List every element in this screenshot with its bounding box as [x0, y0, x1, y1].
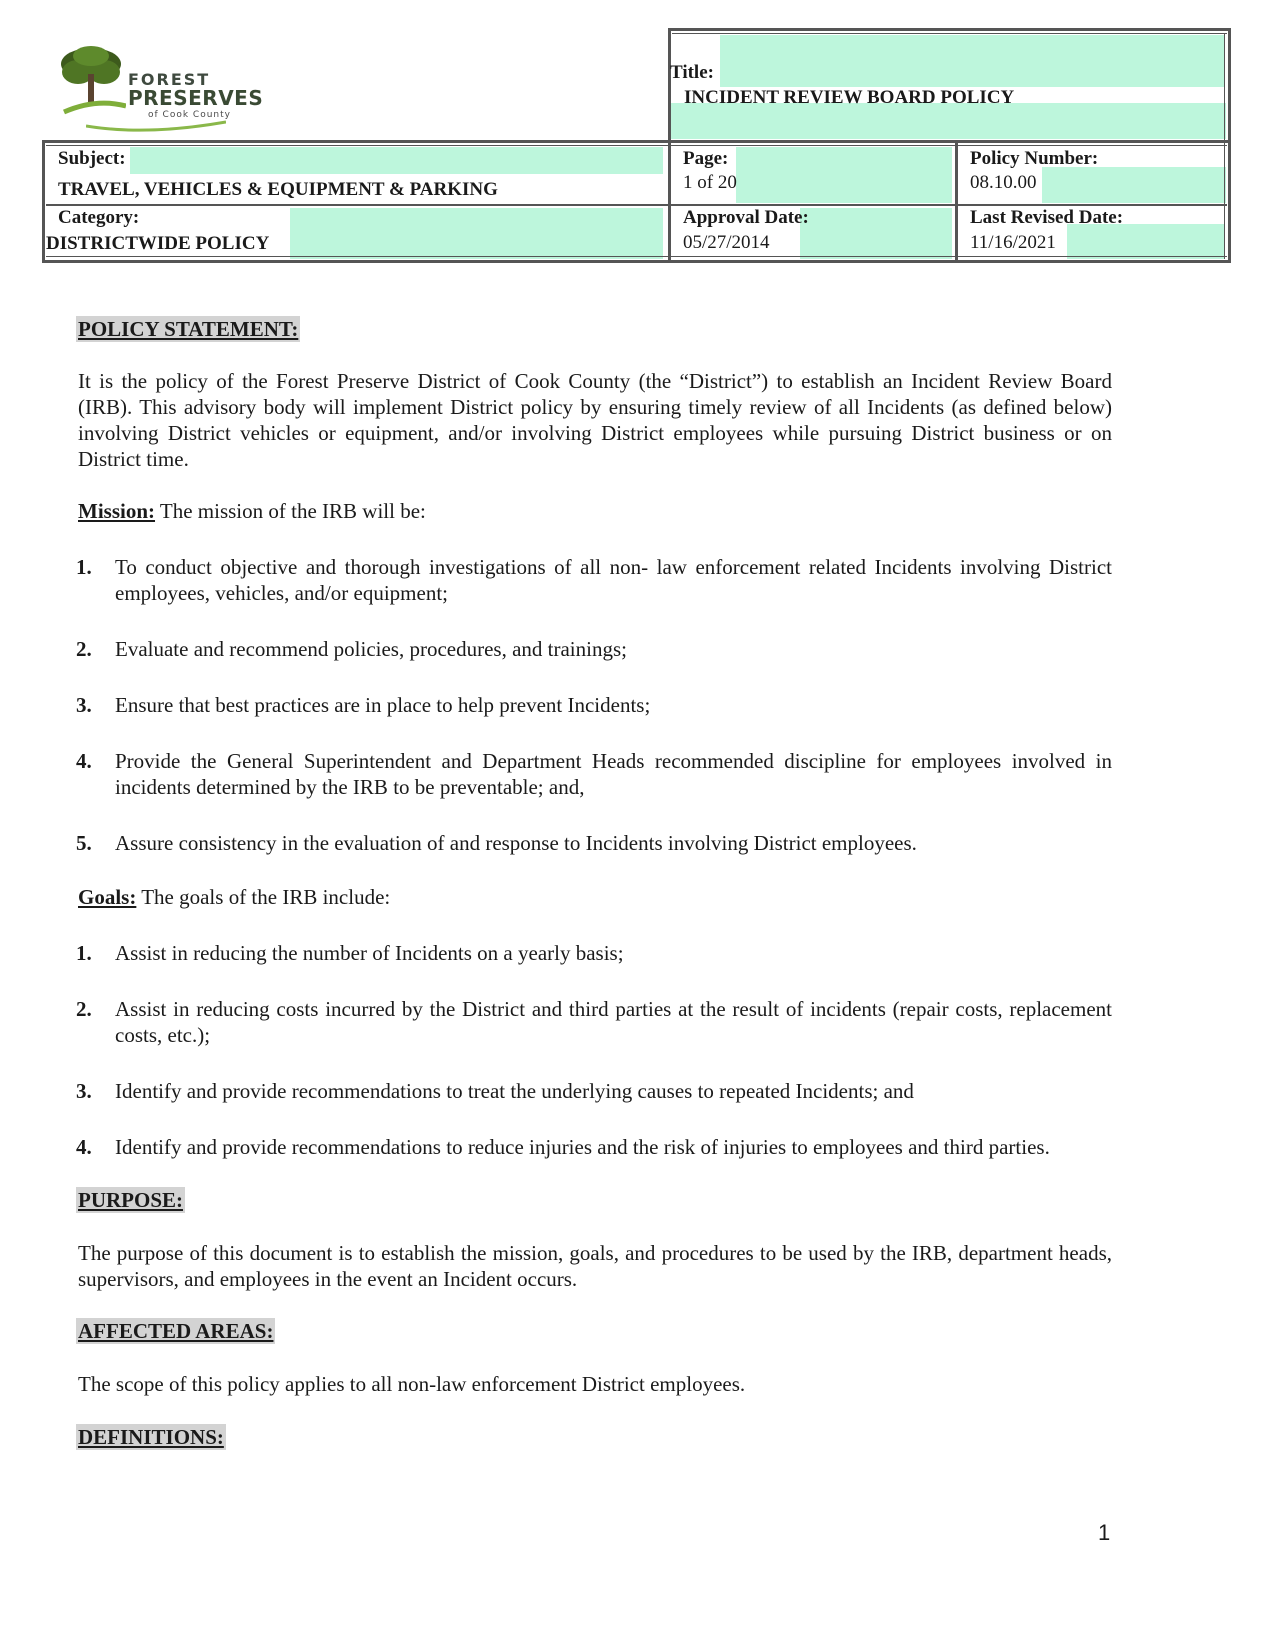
- mission-intro: [78, 498, 1112, 524]
- tree-icon: [56, 42, 126, 122]
- mission-item-1: To conduct objective and thorough investigations of all non- law enforcement related Incidents involving District employees, vehicles, and/or equipment;: [115, 555, 1112, 605]
- page-label: Page:: [683, 148, 729, 169]
- mission-intro-text: The mission of the IRB will be:: [155, 499, 426, 523]
- mission-item-2: Evaluate and recommend policies, procedures, and trainings;: [115, 637, 627, 661]
- policy-number-label: Policy Number:: [970, 148, 1099, 169]
- forest-preserves-logo: [56, 42, 264, 134]
- goals-lead: Goals:: [78, 885, 137, 909]
- goals-intro-text: The goals of the IRB include:: [136, 885, 391, 909]
- logo-line3: of Cook County: [148, 110, 231, 120]
- goals-item-2: Assist in reducing costs incurred by the District and third parties at the result of incidents (repair costs, replacement costs, etc.);: [115, 997, 1112, 1047]
- policy-statement-text: It is the policy of the Forest Preserve District of Cook County (the “District”) to establish an Incident Review Board (IRB). This advisory body will implement District policy by ensuring timely review of all Incidents (as defined below) involving District vehicles or equipment, and/or involving District employees while pursuing District business or on District time.: [78, 369, 1112, 471]
- title-value: INCIDENT REVIEW BOARD POLICY: [684, 87, 1015, 107]
- logo-swoosh-icon: [86, 118, 226, 134]
- title-highlight-2: [670, 103, 1226, 139]
- goals-item-4: Identify and provide recommendations to reduce injuries and the risk of injuries to employees and third parties.: [115, 1135, 1050, 1159]
- goals-item-1: Assist in reducing the number of Incidents on a yearly basis;: [115, 941, 624, 965]
- approval-date-value: 05/27/2014: [683, 232, 770, 253]
- mission-item-3-number: 3.: [76, 693, 92, 717]
- goals-item-3: Identify and provide recommendations to treat the underlying causes to repeated Incidents; and: [115, 1079, 914, 1103]
- subject-value: TRAVEL, VEHICLES & EQUIPMENT & PARKING: [58, 179, 498, 200]
- logo-line2: PRESERVES: [128, 86, 264, 110]
- title-label: Title:: [670, 62, 714, 83]
- mission-item-2-number: 2.: [76, 637, 92, 661]
- mission-item-5: Assure consistency in the evaluation of and response to Incidents involving District employees.: [115, 831, 917, 855]
- definitions-heading: DEFINITIONS:: [78, 1425, 224, 1449]
- policy-number-highlight: [1042, 167, 1226, 203]
- goals-item-2-number: 2.: [76, 997, 92, 1021]
- goals-item-4-number: 4.: [76, 1135, 92, 1159]
- page-number: 1: [1098, 1520, 1111, 1545]
- revised-highlight: [1067, 224, 1225, 259]
- mission-item-1-number: 1.: [76, 555, 92, 579]
- last-revised-value: 11/16/2021: [970, 232, 1056, 253]
- mission-item-4-number: 4.: [76, 749, 92, 773]
- policy-number-value: 08.10.00: [970, 172, 1037, 193]
- page-highlight: [736, 147, 952, 203]
- category-label: Category:: [58, 207, 140, 228]
- category-highlight: [290, 208, 663, 259]
- goals-item-3-number: 3.: [76, 1079, 92, 1103]
- affected-areas-heading: AFFECTED AREAS:: [78, 1319, 274, 1343]
- category-value: DISTRICTWIDE POLICY: [46, 233, 270, 254]
- policy-statement-heading: POLICY STATEMENT:: [78, 317, 299, 341]
- purpose-heading: PURPOSE:: [78, 1188, 183, 1212]
- last-revised-label: Last Revised Date:: [970, 207, 1124, 228]
- logo-line1: FOREST: [128, 70, 211, 89]
- mission-item-5-number: 5.: [76, 831, 92, 855]
- mission-item-4: Provide the General Superintendent and Department Heads recommended discipline for employees involved in incidents determined by the IRB to be preventable; and,: [115, 749, 1112, 799]
- page-value: 1 of 20: [683, 172, 737, 193]
- mission-item-3: Ensure that best practices are in place to help prevent Incidents;: [115, 693, 651, 717]
- goals-item-1-number: 1.: [76, 941, 92, 965]
- purpose-text: The purpose of this document is to establish the mission, goals, and procedures to be used by the IRB, department heads, supervisors, and employees in the event an Incident occurs.: [78, 1241, 1112, 1291]
- mission-lead: Mission:: [78, 499, 156, 523]
- approval-highlight: [800, 208, 952, 259]
- subject-label: Subject:: [58, 148, 126, 169]
- title-highlight: [720, 35, 1224, 87]
- goals-intro: [78, 884, 1112, 910]
- affected-areas-text: The scope of this policy applies to all non-law enforcement District employees.: [78, 1372, 746, 1396]
- approval-date-label: Approval Date:: [683, 207, 809, 228]
- subject-highlight: [130, 147, 663, 174]
